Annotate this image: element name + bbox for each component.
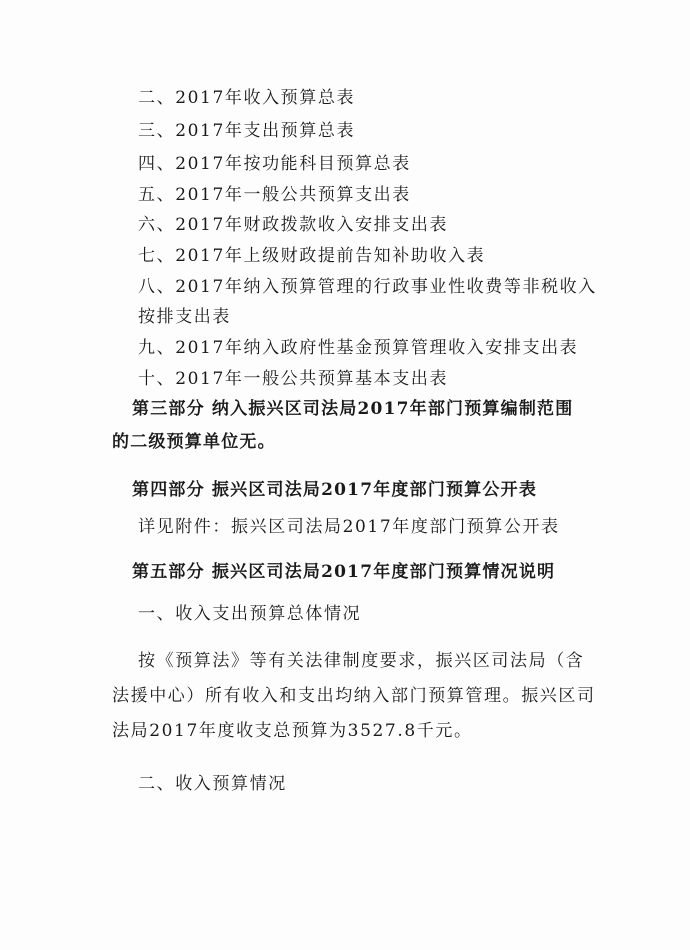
toc-item-8-continued: 按排支出表 — [138, 307, 231, 327]
toc-item-4: 四、2017年按功能科目预算总表 — [138, 154, 411, 174]
toc-item-5: 五、2017年一般公共预算支出表 — [138, 185, 411, 205]
part4-heading: 第四部分 振兴区司法局2017年度部门预算公开表 — [132, 480, 538, 500]
part5-heading: 第五部分 振兴区司法局2017年度部门预算情况说明 — [132, 562, 556, 582]
paragraph-line-2: 法援中心）所有收入和支出均纳入部门预算管理。振兴区司 — [112, 686, 596, 706]
part4-detail: 详见附件：振兴区司法局2017年度部门预算公开表 — [138, 517, 560, 537]
toc-item-7: 七、2017年上级财政提前告知补助收入表 — [138, 246, 486, 266]
part3-heading-continued: 的二级预算单位无。 — [112, 432, 276, 452]
section1-title: 一、收入支出预算总体情况 — [138, 604, 362, 624]
toc-item-9: 九、2017年纳入政府性基金预算管理收入安排支出表 — [138, 338, 579, 358]
toc-item-6: 六、2017年财政拨款收入安排支出表 — [138, 215, 449, 235]
toc-item-3: 三、2017年支出预算总表 — [138, 121, 356, 141]
part3-heading: 第三部分 纳入振兴区司法局2017年部门预算编制范围 — [132, 399, 574, 419]
toc-item-8: 八、2017年纳入预算管理的行政事业性收费等非税收入 — [138, 277, 597, 297]
paragraph-line-3: 法局2017年度收支总预算为3527.8千元。 — [112, 721, 473, 741]
toc-item-2: 二、2017年收入预算总表 — [138, 88, 356, 108]
section2-title: 二、收入预算情况 — [138, 774, 287, 794]
toc-item-10: 十、2017年一般公共预算基本支出表 — [138, 369, 449, 389]
paragraph-line-1: 按《预算法》等有关法律制度要求，振兴区司法局（含 — [138, 651, 585, 671]
